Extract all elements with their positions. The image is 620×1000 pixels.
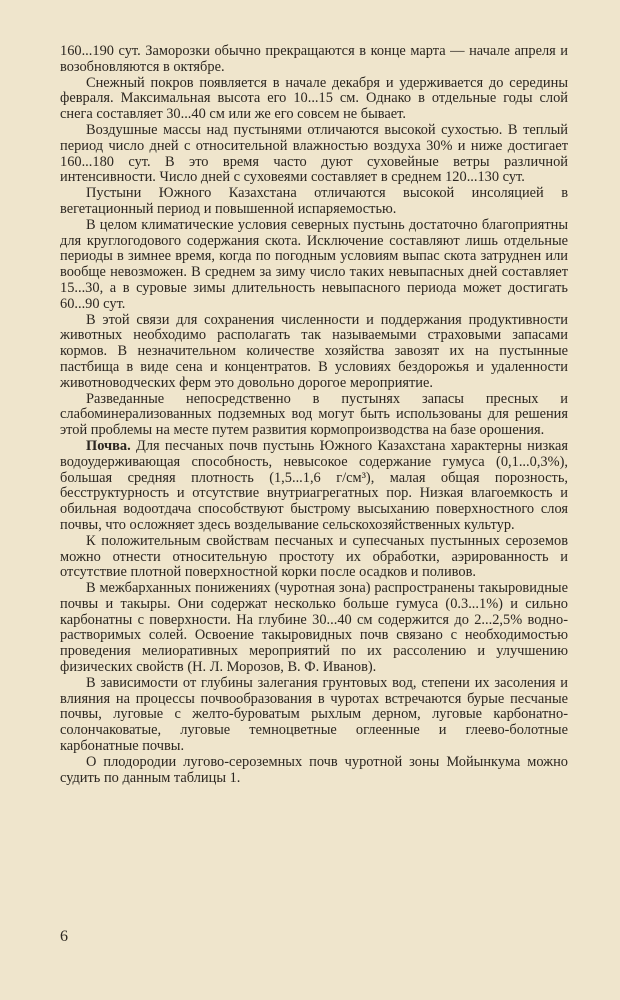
paragraph-2: Снежный покров появляется в начале декабря и удерживается до середины февраля. Максимальная высота его 10...15 см. Однако в отдельные годы слой снега составляет 30...40 см или же его совсем не бывает.	[60, 74, 568, 123]
paragraph-4: Пустыни Южного Казахстана отличаются высокой инсоляцией в вегетационный период и повышенной испаряемостью.	[60, 185, 568, 217]
paragraph-6: В этой связи для сохранения численности и поддержания продуктивности животных необходимо располагать так называемыми страховыми запасами кормов. В незначительном количестве хозяйства завозят их на пустынные пастбища в виде сена и концентратов. В условиях бездорожья и удаленности животноводческих ферм это довольно дорогое мероприятие.	[60, 311, 568, 391]
paragraph-8-soil: Почва. Для песчаных почв пустынь Южного Казахстана характерны низкая водоудерживающая способность, невысокое содержание гумуса (0,1...0,3%), большая средняя плотность (1,5...1,6 г/см³), малая общая порозность, бесструктурность и отсутствие внутриагрегатных пор. Низкая влагоемкость и обильная водоотдача способствуют быстрому высыханию поверхностного слоя почвы, что осложняет здесь возделывание сельскохозяйственных культур.	[60, 437, 568, 533]
paragraph-11: В зависимости от глубины залегания грунтовых вод, степени их засоления и влияния на процессы почвообразования в чуротах встречаются бурые песчаные почвы, луговые с желто-буроватым рыхлым дерном, луговые карбонатно-солончаковатые, луговые темноцветные оглеенные и глеево-болотные карбонатные почвы.	[60, 674, 568, 755]
paragraph-9: К положительным свойствам песчаных и супесчаных пустынных сероземов можно отнести относительную простоту их обработки, аэрированность и отсутствие плотной поверхностной корки после осадков и поливов.	[60, 532, 568, 581]
section-heading: Почва.	[86, 437, 131, 454]
paragraph-3: Воздушные массы над пустынями отличаются высокой сухостью. В теплый период число дней с относительной влажностью воздуха 30% и ниже достигает 160...180 сут. В это время часто дуют суховейные ветры различной интенсивности. Число дней с суховеями составляет в среднем 120...130 сут.	[60, 121, 568, 186]
page-body	[60, 44, 568, 786]
paragraph-7: Разведанные непосредственно в пустынях запасы пресных и слабоминерализованных подземных вод могут быть использованы для решения этой проблемы на месте путем развития кормопроизводства на базе орошения.	[60, 390, 568, 439]
paragraph-5: В целом климатические условия северных пустынь достаточно благоприятны для круглогодового содержания скота. Исключение составляют лишь отдельные периоды в зимнее время, когда по погодным условиям выпас скота затруднен или вообще невозможен. В среднем за зиму число таких невыпасных дней составляет 15...30, а в суровые зимы длительность невыпасного периода может достигать 60...90 сут.	[60, 216, 568, 312]
page-number: 6	[60, 928, 68, 945]
paragraph-12: О плодородии лугово-сероземных почв чуротной зоны Мойынкума можно судить по данным таблицы 1.	[60, 753, 568, 786]
paragraph-1: 160...190 сут. Заморозки обычно прекращаются в конце марта — начале апреля и возобновляются в октябре.	[60, 43, 568, 75]
paragraph-10: В межбарханных понижениях (чуротная зона) распространены такыровидные почвы и такыры. Они содержат несколько больше гумуса (0.3...1%) и сильно карбонатны с поверхности. На глубине 30...40 см содержится до 2...2,5% водно-растворимых солей. Освоение такыровидных почв связано с необходимостью проведения мелиоративных мероприятий по их рассолению и улучшению физических свойств (Н. Л. Морозов, В. Ф. Иванов).	[60, 580, 568, 676]
